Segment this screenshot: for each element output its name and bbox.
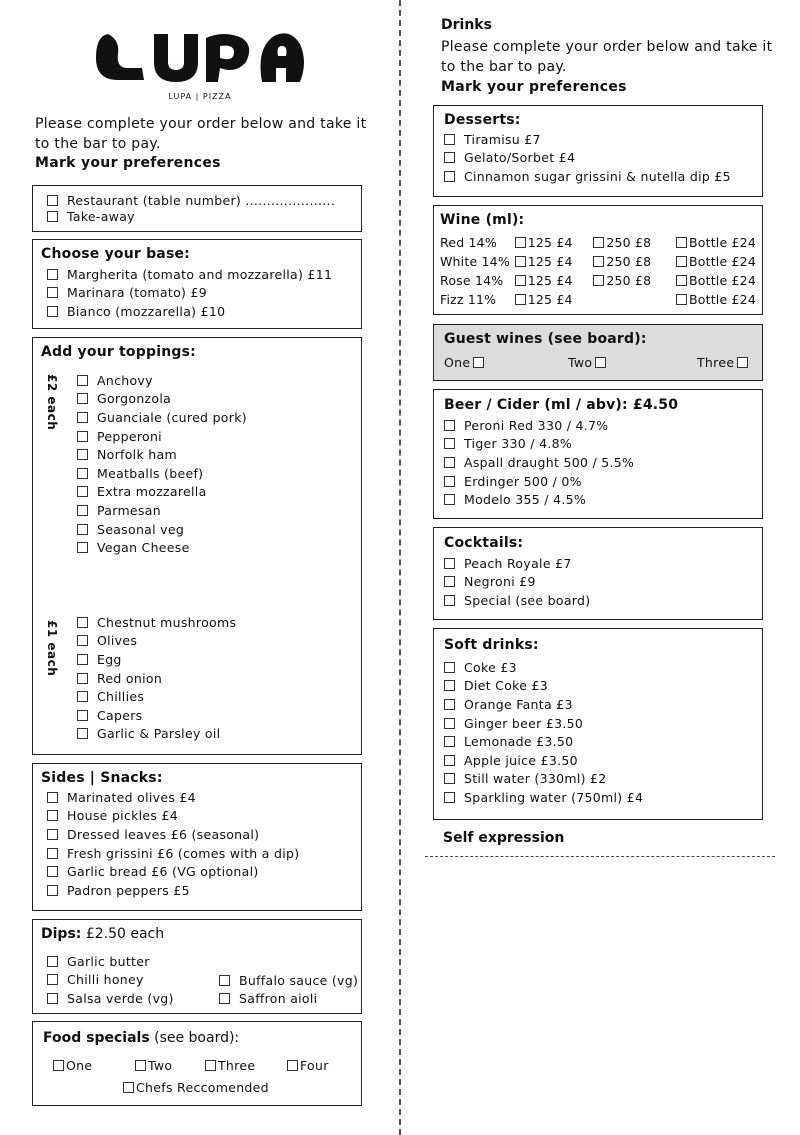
wine-option[interactable]: 250 £8 xyxy=(593,273,676,288)
dessert-item[interactable]: Tiramisu £7 xyxy=(444,130,752,149)
wine-name: Fizz 11% xyxy=(440,292,497,307)
dip-item[interactable]: Buffalo sauce (vg) xyxy=(219,971,358,990)
topping-item[interactable]: Olives xyxy=(77,632,236,651)
topping-item[interactable]: Extra mozzarella xyxy=(77,483,247,502)
cocktail-item[interactable]: Negroni £9 xyxy=(444,573,752,592)
checkbox[interactable] xyxy=(515,275,526,286)
base-title: Choose your base: xyxy=(41,246,190,262)
checkbox[interactable] xyxy=(47,195,58,206)
checkbox[interactable] xyxy=(205,1060,216,1071)
checkbox[interactable] xyxy=(47,306,58,317)
wine-option[interactable]: Bottle £24 xyxy=(676,254,756,269)
right-intro: Please complete your order below and take it to the bar to pay. xyxy=(441,39,773,75)
special-item[interactable]: Chefs Reccomended xyxy=(123,1078,269,1097)
checkbox[interactable] xyxy=(47,848,58,859)
sides-title: Sides | Snacks: xyxy=(41,770,163,786)
left-preferences-heading: Mark your preferences xyxy=(35,155,221,171)
wine-option[interactable]: 250 £8 xyxy=(593,254,676,269)
dessert-item[interactable]: Cinnamon sugar grissini & nutella dip £5 xyxy=(444,167,752,186)
checkbox[interactable] xyxy=(444,792,455,803)
base-box xyxy=(32,239,362,329)
topping-item[interactable]: Capers xyxy=(77,706,236,725)
checkbox[interactable] xyxy=(595,357,606,368)
checkbox[interactable] xyxy=(47,974,58,985)
topping-item[interactable]: Chestnut mushrooms xyxy=(77,613,236,632)
dips-box xyxy=(32,919,362,1014)
checkbox[interactable] xyxy=(47,287,58,298)
side-item[interactable]: Fresh grissini £6 (comes with a dip) xyxy=(47,844,353,863)
soft-drink-item[interactable]: Orange Fanta £3 xyxy=(444,695,752,714)
desserts-box xyxy=(433,105,763,197)
topping-item[interactable]: Parmesan xyxy=(77,501,247,520)
checkbox[interactable] xyxy=(444,718,455,729)
checkbox[interactable] xyxy=(77,673,88,684)
checkbox[interactable] xyxy=(444,595,455,606)
checkbox[interactable] xyxy=(47,810,58,821)
checkbox[interactable] xyxy=(473,357,484,368)
special-item[interactable]: Four xyxy=(287,1056,329,1075)
checkbox[interactable] xyxy=(77,468,88,479)
beer-title: Beer / Cider (ml / abv): £4.50 xyxy=(444,397,679,413)
specials-title: Food specials (see board): xyxy=(43,1030,240,1046)
drinks-heading: Drinks xyxy=(441,17,492,33)
dessert-item[interactable]: Gelato/Sorbet £4 xyxy=(444,149,752,168)
checkbox[interactable] xyxy=(676,237,687,248)
checkbox[interactable] xyxy=(77,449,88,460)
beer-item[interactable]: Aspall draught 500 / 5.5% xyxy=(444,453,752,472)
checkbox[interactable] xyxy=(77,375,88,386)
desserts-title: Desserts: xyxy=(444,112,521,128)
wine-row xyxy=(440,271,756,290)
wine-name: Rose 14% xyxy=(440,273,504,288)
page-divider xyxy=(399,0,401,1135)
checkbox[interactable] xyxy=(676,275,687,286)
checkbox[interactable] xyxy=(47,269,58,280)
checkbox[interactable] xyxy=(515,237,526,248)
checkbox[interactable] xyxy=(593,237,604,248)
checkbox[interactable] xyxy=(77,542,88,553)
soft-drink-item[interactable]: Apple juice £3.50 xyxy=(444,751,752,770)
dip-item[interactable]: Chilli honey xyxy=(47,971,174,990)
checkbox[interactable] xyxy=(287,1060,298,1071)
beer-box xyxy=(433,389,763,519)
one-pound-label: £1 each xyxy=(45,620,59,677)
checkbox[interactable] xyxy=(123,1082,134,1093)
brand-subtitle: LUPA | PIZZA xyxy=(168,92,232,101)
beer-item[interactable]: Peroni Red 330 / 4.7% xyxy=(444,416,752,435)
checkbox[interactable] xyxy=(444,662,455,673)
soft-drink-item[interactable]: Still water (330ml) £2 xyxy=(444,770,752,789)
beer-item[interactable]: Modelo 355 / 4.5% xyxy=(444,490,752,509)
wine-option[interactable]: Bottle £24 xyxy=(676,273,756,288)
guest-wine-option[interactable]: One xyxy=(444,353,493,372)
checkbox[interactable] xyxy=(219,975,230,986)
wine-option[interactable]: Bottle £24 xyxy=(676,292,756,307)
checkbox[interactable] xyxy=(593,275,604,286)
topping-item[interactable]: Anchovy xyxy=(77,371,247,390)
self-expression-line[interactable] xyxy=(425,856,775,857)
wine-row xyxy=(440,233,756,252)
guest-wines-box xyxy=(433,324,763,381)
topping-item[interactable]: Red onion xyxy=(77,669,236,688)
base-item[interactable]: Marinara (tomato) £9 xyxy=(47,284,353,303)
checkbox[interactable] xyxy=(444,438,455,449)
checkbox[interactable] xyxy=(77,486,88,497)
wine-name: Red 14% xyxy=(440,235,497,250)
side-item[interactable]: Marinated olives £4 xyxy=(47,788,353,807)
wine-option[interactable]: Bottle £24 xyxy=(676,235,756,250)
left-intro: Please complete your order below and take it to the bar to pay. xyxy=(35,116,367,152)
topping-item[interactable]: Garlic & Parsley oil xyxy=(77,725,236,744)
toppings-title: Add your toppings: xyxy=(41,344,196,360)
checkbox[interactable] xyxy=(444,699,455,710)
guest-wine-option[interactable]: Three xyxy=(697,353,757,372)
checkbox[interactable] xyxy=(135,1060,146,1071)
checkbox[interactable] xyxy=(219,993,230,1004)
checkbox[interactable] xyxy=(444,171,455,182)
checkbox[interactable] xyxy=(444,680,455,691)
base-item[interactable]: Margherita (tomato and mozzarella) £11 xyxy=(47,265,353,284)
special-item[interactable]: One xyxy=(53,1056,92,1075)
checkbox[interactable] xyxy=(593,256,604,267)
checkbox[interactable] xyxy=(444,152,455,163)
checkbox[interactable] xyxy=(444,576,455,587)
topping-item[interactable]: Egg xyxy=(77,650,236,669)
checkbox[interactable] xyxy=(47,829,58,840)
soft-drinks-box xyxy=(433,628,763,820)
topping-item[interactable]: Vegan Cheese xyxy=(77,538,247,557)
checkbox[interactable] xyxy=(77,710,88,721)
wine-row xyxy=(440,290,756,309)
topping-item[interactable]: Meatballs (beef) xyxy=(77,464,247,483)
two-pound-label: £2 each xyxy=(45,374,59,431)
wine-title: Wine (ml): xyxy=(440,212,525,228)
special-item[interactable]: Three xyxy=(205,1056,255,1075)
topping-item[interactable]: Seasonal veg xyxy=(77,520,247,539)
soft-drink-item[interactable]: Ginger beer £3.50 xyxy=(444,714,752,733)
wine-name: White 14% xyxy=(440,254,510,269)
side-item[interactable]: Padron peppers £5 xyxy=(47,881,353,900)
checkbox[interactable] xyxy=(444,558,455,569)
soft-drink-item[interactable]: Lemonade £3.50 xyxy=(444,732,752,751)
checkbox[interactable] xyxy=(444,420,455,431)
checkbox[interactable] xyxy=(444,494,455,505)
checkbox[interactable] xyxy=(676,294,687,305)
checkbox[interactable] xyxy=(77,654,88,665)
checkbox[interactable] xyxy=(444,457,455,468)
cocktails-box xyxy=(433,527,763,620)
checkbox[interactable] xyxy=(77,524,88,535)
checkbox[interactable] xyxy=(444,755,455,766)
checkbox[interactable] xyxy=(77,635,88,646)
wine-option[interactable]: 125 £4 xyxy=(515,235,594,250)
side-item[interactable]: Garlic bread £6 (VG optional) xyxy=(47,862,353,881)
checkbox[interactable] xyxy=(77,412,88,423)
toppings-box xyxy=(32,337,362,755)
wine-option[interactable]: 250 £8 xyxy=(593,235,676,250)
checkbox[interactable] xyxy=(444,134,455,145)
beer-item[interactable]: Tiger 330 / 4.8% xyxy=(444,435,752,454)
wine-row xyxy=(440,252,756,271)
side-item[interactable]: House pickles £4 xyxy=(47,807,353,826)
checkbox[interactable] xyxy=(47,993,58,1004)
guest-wines-title: Guest wines (see board): xyxy=(444,331,647,347)
guest-wine-option[interactable]: Two xyxy=(568,353,615,372)
checkbox[interactable] xyxy=(77,691,88,702)
order-type-takeaway[interactable]: Take-away xyxy=(47,208,347,227)
checkbox[interactable] xyxy=(77,505,88,516)
checkbox[interactable] xyxy=(515,294,526,305)
checkbox[interactable] xyxy=(47,866,58,877)
checkbox[interactable] xyxy=(444,736,455,747)
dip-item[interactable]: Garlic butter xyxy=(47,952,174,971)
checkbox[interactable] xyxy=(444,773,455,784)
checkbox[interactable] xyxy=(53,1060,64,1071)
checkbox[interactable] xyxy=(77,617,88,628)
dip-item[interactable]: Saffron aioli xyxy=(219,990,358,1009)
checkbox[interactable] xyxy=(47,211,58,222)
topping-item[interactable]: Guanciale (cured pork) xyxy=(77,408,247,427)
side-item[interactable]: Dressed leaves £6 (seasonal) xyxy=(47,825,353,844)
topping-item[interactable]: Chillies xyxy=(77,687,236,706)
wine-box xyxy=(433,205,763,315)
topping-item[interactable]: Gorgonzola xyxy=(77,390,247,409)
checkbox[interactable] xyxy=(47,792,58,803)
checkbox[interactable] xyxy=(77,728,88,739)
checkbox[interactable] xyxy=(77,393,88,404)
special-item[interactable]: Two xyxy=(135,1056,172,1075)
right-preferences-heading: Mark your preferences xyxy=(441,79,627,95)
soft-drink-item[interactable]: Sparkling water (750ml) £4 xyxy=(444,788,752,807)
checkbox[interactable] xyxy=(515,256,526,267)
wine-option[interactable]: 125 £4 xyxy=(515,273,594,288)
self-expression-label: Self expression xyxy=(443,830,565,846)
lupa-logo xyxy=(94,28,306,84)
topping-item[interactable]: Pepperoni xyxy=(77,427,247,446)
checkbox[interactable] xyxy=(444,476,455,487)
cocktails-title: Cocktails: xyxy=(444,535,524,551)
dips-title: Dips: £2.50 each xyxy=(41,926,165,942)
topping-item[interactable]: Norfolk ham xyxy=(77,445,247,464)
base-item[interactable]: Bianco (mozzarella) £10 xyxy=(47,302,353,321)
cocktail-item[interactable]: Peach Royale £7 xyxy=(444,554,752,573)
checkbox[interactable] xyxy=(77,431,88,442)
checkbox[interactable] xyxy=(676,256,687,267)
checkbox[interactable] xyxy=(47,956,58,967)
wine-option[interactable]: 125 £4 xyxy=(515,254,594,269)
beer-item[interactable]: Erdinger 500 / 0% xyxy=(444,472,752,491)
cocktail-item[interactable]: Special (see board) xyxy=(444,591,752,610)
wine-option[interactable]: 125 £4 xyxy=(515,292,676,307)
sides-box xyxy=(32,763,362,911)
soft-drink-item[interactable]: Diet Coke £3 xyxy=(444,677,752,696)
checkbox[interactable] xyxy=(47,885,58,896)
specials-box xyxy=(32,1021,362,1106)
order-type-restaurant[interactable]: Restaurant (table number) ..................... xyxy=(47,191,347,210)
order-type-box xyxy=(32,185,362,232)
dip-item[interactable]: Salsa verde (vg) xyxy=(47,989,174,1008)
soft-drinks-title: Soft drinks: xyxy=(444,637,539,653)
checkbox[interactable] xyxy=(737,357,748,368)
soft-drink-item[interactable]: Coke £3 xyxy=(444,658,752,677)
